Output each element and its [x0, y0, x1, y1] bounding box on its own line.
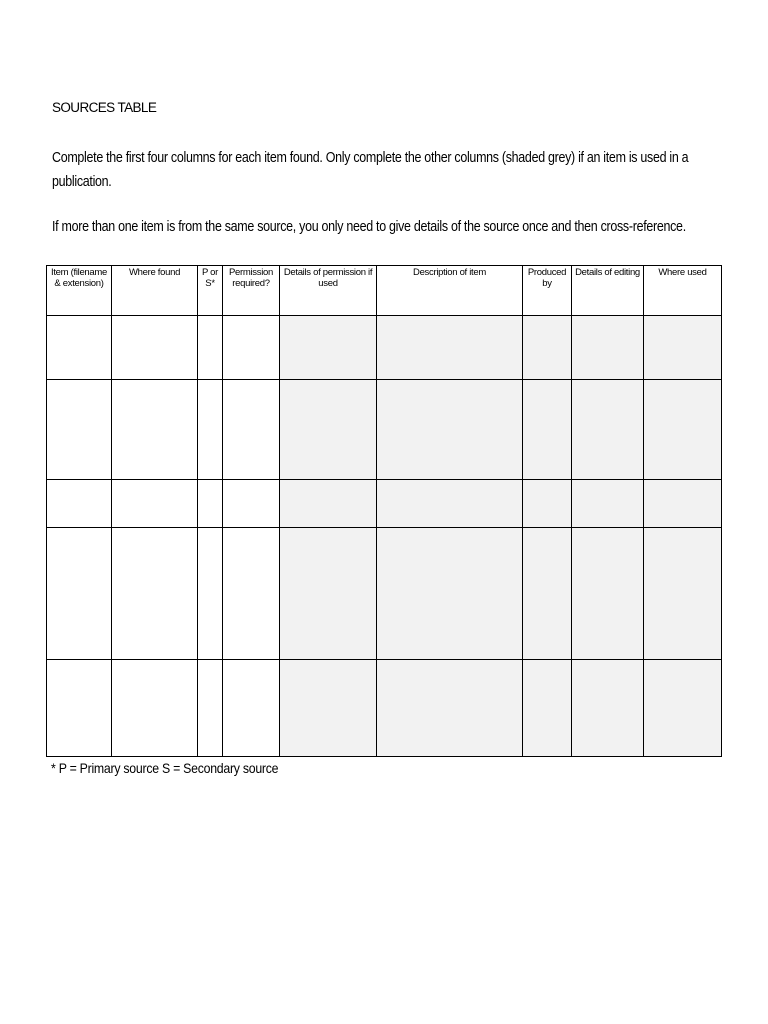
table-cell[interactable]	[112, 316, 198, 380]
table-cell-shaded[interactable]	[280, 380, 377, 480]
table-cell-shaded[interactable]	[572, 528, 644, 660]
table-header-row	[47, 266, 722, 316]
table-row	[47, 380, 722, 480]
table-cell[interactable]	[223, 660, 280, 757]
table-cell-shaded[interactable]	[280, 660, 377, 757]
column-header-where-used: Where used	[644, 266, 722, 316]
table-cell-shaded[interactable]	[572, 480, 644, 528]
table-row	[47, 480, 722, 528]
table-cell-shaded[interactable]	[377, 316, 523, 380]
column-header-permission-required: Permission required?	[223, 266, 280, 316]
column-header-item: Item (filename & extension)	[47, 266, 112, 316]
table-cell[interactable]	[47, 380, 112, 480]
table-row	[47, 528, 722, 660]
table-cell[interactable]	[198, 660, 223, 757]
table-row	[47, 316, 722, 380]
table-cell[interactable]	[47, 660, 112, 757]
table-cell[interactable]	[112, 528, 198, 660]
table-cell-shaded[interactable]	[377, 380, 523, 480]
column-header-produced-by: Produced by	[523, 266, 572, 316]
table-cell[interactable]	[112, 380, 198, 480]
table-cell-shaded[interactable]	[572, 660, 644, 757]
table-cell-shaded[interactable]	[280, 528, 377, 660]
table-cell-shaded[interactable]	[377, 528, 523, 660]
instructions-paragraph-1: Complete the first four columns for each item found. Only complete the other columns (shaded grey) if an item is used in a publication.	[52, 150, 689, 190]
table-cell[interactable]	[223, 528, 280, 660]
table-cell[interactable]	[198, 528, 223, 660]
table-cell-shaded[interactable]	[523, 660, 572, 757]
table-cell[interactable]	[198, 380, 223, 480]
table-cell-shaded[interactable]	[572, 316, 644, 380]
table-cell[interactable]	[223, 316, 280, 380]
table-cell-shaded[interactable]	[280, 480, 377, 528]
table-cell-shaded[interactable]	[523, 528, 572, 660]
table-cell-shaded[interactable]	[644, 480, 722, 528]
document-title: SOURCES TABLE	[52, 100, 157, 115]
table-cell[interactable]	[47, 480, 112, 528]
table-cell-shaded[interactable]	[280, 316, 377, 380]
table-cell[interactable]	[47, 316, 112, 380]
table-cell-shaded[interactable]	[644, 380, 722, 480]
table-cell-shaded[interactable]	[523, 380, 572, 480]
column-header-p-or-s: P or S*	[198, 266, 223, 316]
table-cell-shaded[interactable]	[644, 660, 722, 757]
table-cell[interactable]	[112, 660, 198, 757]
table-cell-shaded[interactable]	[377, 480, 523, 528]
table-cell-shaded[interactable]	[523, 316, 572, 380]
instructions-paragraph-2: If more than one item is from the same source, you only need to give details of the source once and then cross-reference.	[52, 219, 686, 235]
footnote: * P = Primary source S = Secondary source	[51, 760, 279, 776]
table-cell[interactable]	[47, 528, 112, 660]
table-cell-shaded[interactable]	[644, 316, 722, 380]
table-row	[47, 660, 722, 757]
column-header-description: Description of item	[377, 266, 523, 316]
column-header-where-found: Where found	[112, 266, 198, 316]
column-header-details-of-permission: Details of permission if used	[280, 266, 377, 316]
table-cell-shaded[interactable]	[644, 528, 722, 660]
table-cell-shaded[interactable]	[523, 480, 572, 528]
table-cell[interactable]	[112, 480, 198, 528]
table-cell[interactable]	[198, 316, 223, 380]
table-cell-shaded[interactable]	[572, 380, 644, 480]
table-cell[interactable]	[198, 480, 223, 528]
table-cell-shaded[interactable]	[377, 660, 523, 757]
table-cell[interactable]	[223, 480, 280, 528]
table-cell[interactable]	[223, 380, 280, 480]
sources-table	[46, 265, 722, 757]
column-header-details-of-editing: Details of editing	[572, 266, 644, 316]
